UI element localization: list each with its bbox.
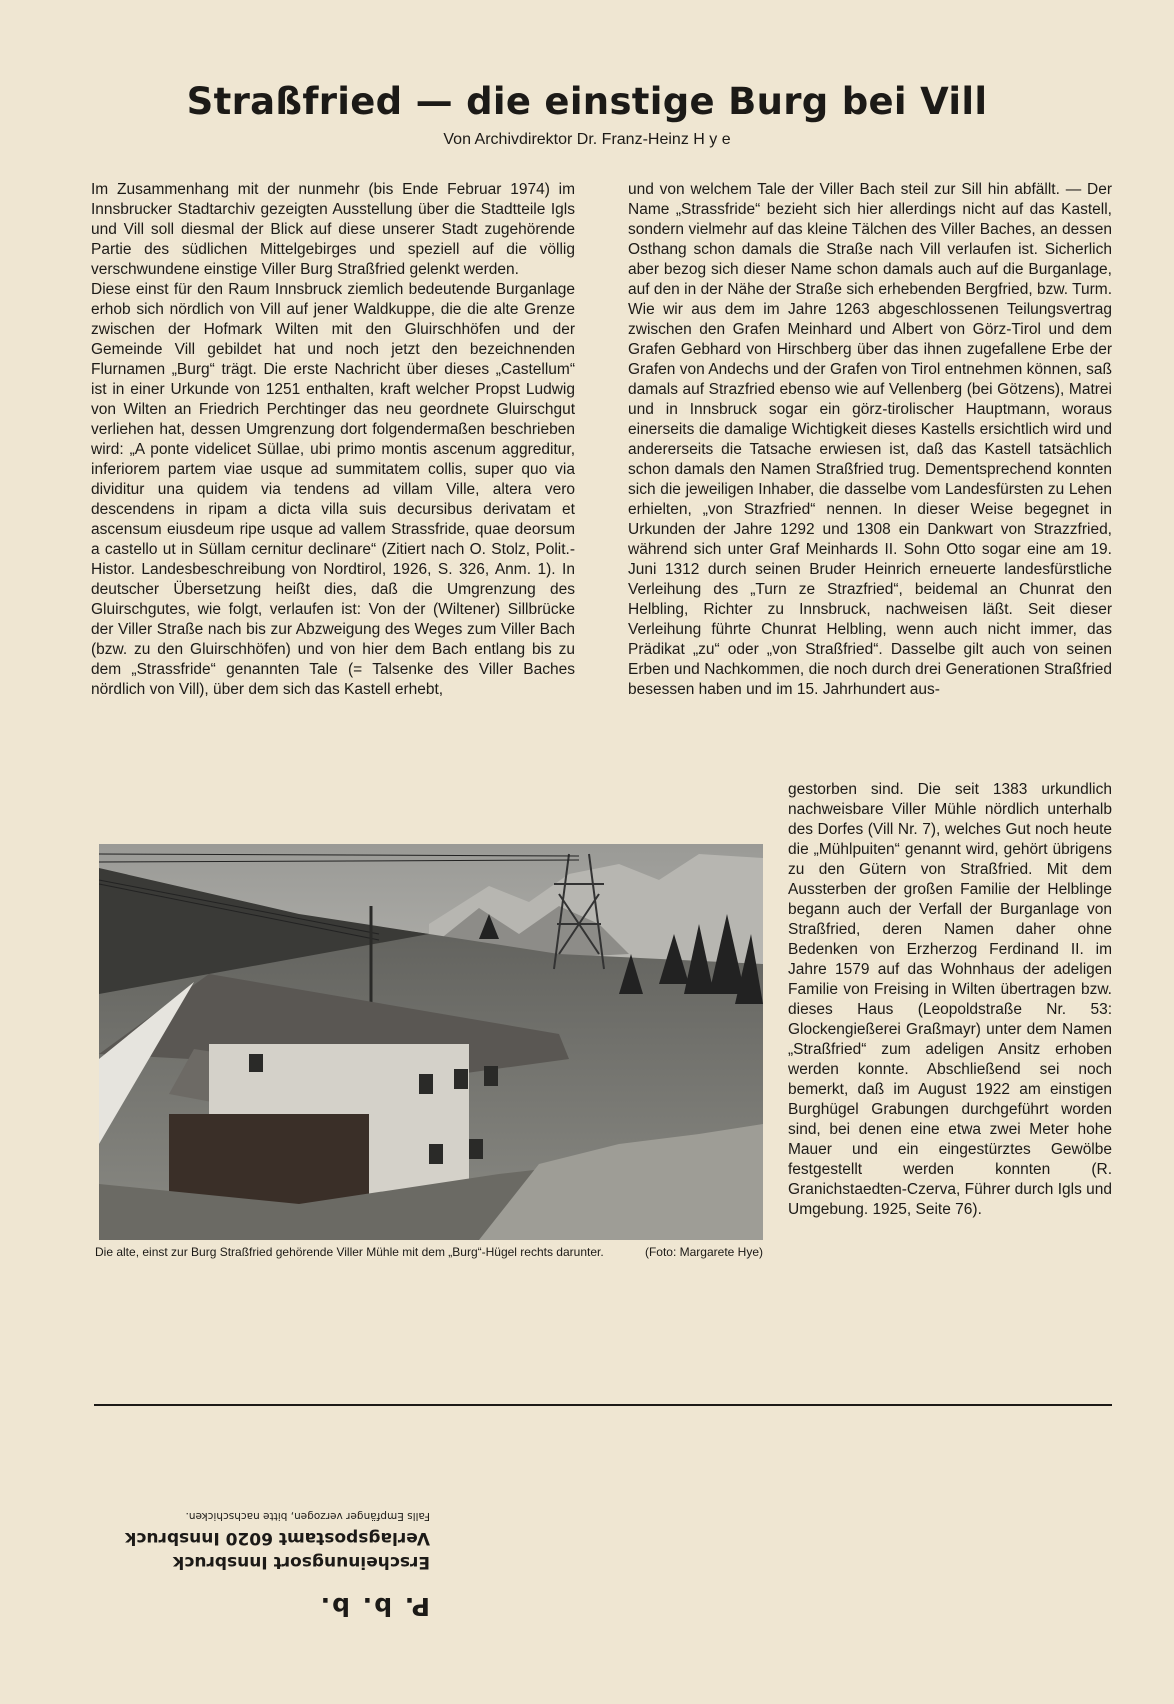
- paragraph: Im Zusammenhang mit der nunmehr (bis Ende Februar 1974) im Innsbrucker Stadtarchiv gezeigten Ausstellung über die Stadtteile Igls und Vill soll diesmal der Blick auf diese unserer Stadt zugehörende Partie des südlichen Mittelgebirges und speziell auf die völlig verschwundene einstige Viller Burg Straßfried gelenkt werden.: [91, 181, 575, 278]
- mill-photo: [99, 844, 763, 1240]
- photo-credit: (Foto: Margarete Hye): [644, 1245, 763, 1259]
- text-column-right: [628, 180, 1112, 700]
- postage-mark: P. b. b.: [318, 1592, 430, 1621]
- article-byline: Von Archivdirektor Dr. Franz-Heinz H y e: [443, 131, 731, 148]
- publication-place: Erscheinungsort Innsbruck: [172, 1552, 430, 1572]
- caption-text: Die alte, einst zur Burg Straßfried gehörende Viller Mühle mit dem „Burg“-Hügel rechts darunter.: [95, 1245, 604, 1259]
- paragraph: und von welchem Tale der Viller Bach steil zur Sill hin abfällt. — Der Name „Strassfride“ bezieht sich hier allerdings nicht auf das Kastell, sondern vielmehr auf das kleine Tälchen des Viller Baches, an dessen Osthang schon damals die Straße nach Vill verlaufen ist. Sicherlich aber bezog sich dieser Name schon damals auch auf die Burganlage, auf den in der Nähe der Straße sich erhebenden Bergfried, bzw. Turm. Wie wir aus dem im Jahre 1263 abgeschlossenen Teilungsvertrag zwischen den Grafen Meinhard und Albert von Görz-Tirol und dem Grafen Gebhard von Hirschberg über das ihnen zugefallene Erbe der Grafen von Andechs und der Grafen von Tirol entnehmen können, saß damals auf Strazfried ebenso wie auf Vellenberg (bei Götzens), Matrei und in Innsbruck sogar ein görz-tirolischer Hauptmann, woraus einerseits die damalige Wichtigkeit dieses Kastells ersichtlich wird und andererseits die Tatsache erwiesen ist, daß das Kastell tatsächlich schon damals den Namen Straßfried trug. Dementsprechend konnten sich die jeweiligen Inhaber, die dasselbe vom Landesfürsten zu Lehen erhielten, „von Strazfried“ nennen. In dieser Weise begegnet in Urkunden der Jahre 1292 und 1308 ein Dankwart von Strazzfried, während sich unter Graf Meinhards II. Sohn Otto sogar eine am 19. Juni 1312 durch seinen Bruder Heinrich erneuerte landesfürstliche Verleihung des „Turn ze Strazfried“, beidemal an Chunrat den Helbling, Richter zu Innsbruck, nachweisen läßt. Seit dieser Verleihung führte Chunrat Helbling, wenn auch nicht immer, das Prädikat „zu“ oder „von Straßfried“. Dasselbe gilt auch von seinen Erben und Nachkommen, die noch durch drei Generationen Straßfried besessen haben und im 15. Jahrhundert aus-: [628, 181, 1112, 698]
- text-column-right-narrow: [788, 780, 1112, 1220]
- paragraph: gestorben sind. Die seit 1383 urkundlich nachweisbare Viller Mühle nördlich unterhalb des Dorfes (Vill Nr. 7), welches Gut noch heute die „Mühlpuiten“ genannt wird, gehört übrigens zu den Gütern von Straßfried. Mit dem Aussterben der großen Familie der Helblinge begann auch der Verfall der Burganlage von Straßfried, deren Namen daher ohne Bedenken von Erzherzog Ferdinand II. im Jahre 1579 auf das Wohnhaus der adeligen Familie von Freising in Wilten übertragen bzw. dieses Haus (Leopoldstraße Nr. 53: Glockengießerei Graßmayr) unter dem Namen „Straßfried“ zum adeligen Ansitz erhoben werden konnte. Abschließend sei noch bemerkt, daß im August 1922 am einstigen Burghügel Grabungen durchgeführt worden sind, bei denen eine etwa zwei Meter hohe Mauer und ein eingestürztes Gewölbe festgestellt werden konnten (R. Granichstaedten-Czerva, Führer durch Igls und Umgebung. 1925, Seite 76).: [788, 781, 1112, 1218]
- photo-illustration: [99, 844, 763, 1240]
- photo-caption: [95, 1245, 763, 1259]
- forwarding-note: Falls Empfänger verzogen, bitte nachschicken.: [185, 1510, 430, 1522]
- divider-rule: [94, 1404, 1112, 1406]
- post-office: Verlagspostamt 6020 Innsbruck: [125, 1528, 430, 1548]
- mailing-block: [90, 1510, 430, 1621]
- paragraph: Diese einst für den Raum Innsbruck ziemlich bedeutende Burganlage erhob sich nördlich von Vill auf jener Waldkuppe, die die alte Grenze zwischen der Hofmark Wilten mit den Gluirschhöfen und der Gemeinde Vill gebildet hat und noch jetzt den bezeichnenden Flurnamen „Burg“ trägt. Die erste Nachricht über dieses „Castellum“ ist in einer Urkunde von 1251 enthalten, kraft welcher Propst Ludwig von Wilten an Friedrich Perchtinger das neu geordnete Gluirschgut verliehen hat, dessen Umgrenzung dort folgendermaßen beschrieben wird: „A ponte videlicet Süllae, ubi primo montis ascenum aggreditur, inferiorem partem viae usque ad summitatem collis, super quo via dividitur una quidem via tendens ad villam Ville, altera vero descendens in ripam a dicta villa suis decursibus derivatam et ascensum eiusdeum ripe usque ad vallem Strassfride, quae deorsum a castello ut in Süllam cernitur declinare“ (Zitiert nach O. Stolz, Polit.-Histor. Landesbeschreibung von Nordtirol, 1926, S. 326, Anm. 1). In deutscher Übersetzung heißt dies, daß die Umgrenzung des Gluirschgutes, wie folgt, verlaufen ist: Von der (Wiltener) Sillbrücke der Viller Straße nach bis zur Abzweigung des Weges zum Viller Bach (bzw. zu den Gluirschhöfen) und von hier dem Bach entlang bis zu dem „Strassfride“ genannten Tale (= Talsenke des Viller Baches nördlich von Vill), über dem sich das Kastell erhebt,: [91, 281, 575, 698]
- text-column-left: [91, 180, 575, 700]
- article-title: Straßfried — die einstige Burg bei Vill: [186, 80, 988, 123]
